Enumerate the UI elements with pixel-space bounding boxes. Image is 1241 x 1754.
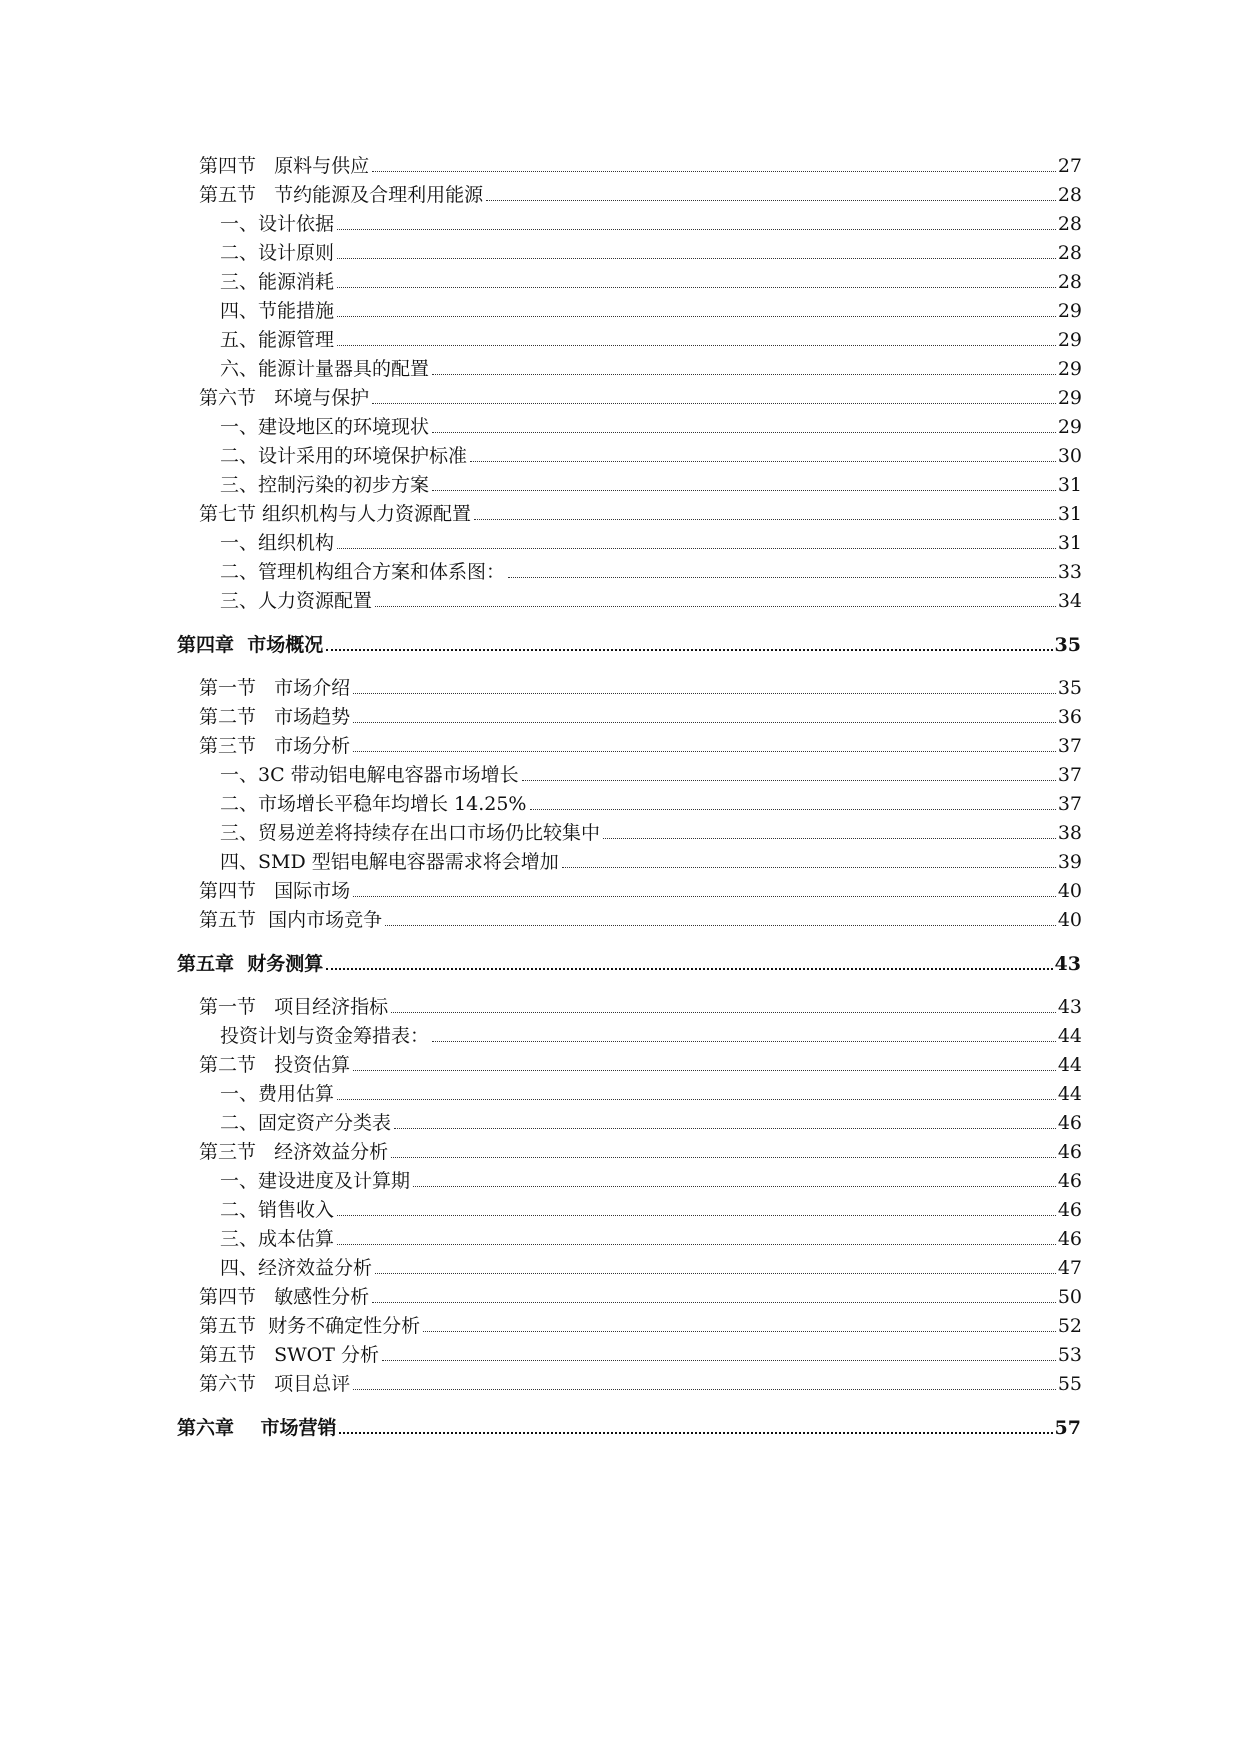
dot-leader [372, 403, 1056, 404]
dot-leader [562, 867, 1056, 868]
dot-leader [423, 1331, 1056, 1332]
toc-entry[interactable] [220, 786, 1082, 815]
toc-entry-title: 第七节 组织机构与人力资源配置 [199, 503, 472, 525]
toc-entry-page-number: 43 [1057, 996, 1082, 1018]
toc-entry-title: 第五节 国内市场竞争 [199, 909, 383, 931]
toc-entry[interactable] [220, 351, 1082, 380]
dot-leader [530, 809, 1056, 810]
toc-entry[interactable] [199, 728, 1082, 757]
toc-entry-page-number: 31 [1057, 474, 1082, 496]
toc-entry-page-number: 46 [1057, 1141, 1082, 1163]
toc-entry[interactable] [220, 554, 1082, 583]
toc-entry-page-number: 44 [1057, 1054, 1082, 1076]
dot-leader [337, 1244, 1056, 1245]
toc-entry-title: 第六章 市场营销 [177, 1417, 337, 1439]
toc-entry[interactable] [199, 1366, 1082, 1395]
toc-entry[interactable] [220, 206, 1082, 235]
toc-chapter-entry[interactable] [177, 1409, 1081, 1439]
toc-entry-page-number: 40 [1057, 880, 1082, 902]
dot-leader [432, 490, 1056, 491]
toc-entry[interactable] [199, 902, 1082, 931]
toc-entry[interactable] [220, 409, 1082, 438]
dot-leader [375, 1273, 1056, 1274]
toc-entry[interactable] [199, 873, 1082, 902]
dot-leader [486, 200, 1056, 201]
toc-entry-title: 第五章 财务测算 [177, 953, 324, 975]
dot-leader [353, 693, 1056, 694]
toc-entry-title: 第三节 经济效益分析 [199, 1141, 389, 1163]
toc-entry-page-number: 44 [1057, 1083, 1082, 1105]
dot-leader [353, 751, 1056, 752]
dot-leader [394, 1128, 1056, 1129]
toc-entry[interactable] [220, 467, 1082, 496]
toc-entry-title: 二、固定资产分类表 [220, 1112, 392, 1134]
toc-entry-page-number: 31 [1057, 532, 1082, 554]
dot-leader [353, 1070, 1056, 1071]
toc-entry-page-number: 27 [1057, 155, 1082, 177]
toc-entry-title: 一、设计依据 [220, 213, 335, 235]
toc-entry-page-number: 43 [1054, 953, 1081, 975]
toc-entry-title: 第三节 市场分析 [199, 735, 351, 757]
toc-entry-page-number: 29 [1057, 300, 1082, 322]
dot-leader [372, 1302, 1056, 1303]
toc-entry-title: 二、市场增长平稳年均增长 14.25% [220, 793, 527, 815]
dot-leader [353, 896, 1056, 897]
toc-entry-title: 四、SMD 型铝电解电容器需求将会增加 [220, 851, 559, 873]
toc-entry-page-number: 37 [1057, 793, 1082, 815]
dot-leader [326, 968, 1052, 970]
toc-entry[interactable] [220, 844, 1082, 873]
toc-entry-title: 第五节 财务不确定性分析 [199, 1315, 421, 1337]
toc-entry-title: 第四节 敏感性分析 [199, 1286, 370, 1308]
toc-entry[interactable] [220, 583, 1082, 612]
toc-entry-title: 第四章 市场概况 [177, 634, 324, 656]
dot-leader [339, 1432, 1052, 1434]
toc-entry-page-number: 30 [1057, 445, 1082, 467]
toc-entry-page-number: 40 [1057, 909, 1082, 931]
toc-entry-title: 第五节 SWOT 分析 [199, 1344, 379, 1366]
toc-entry-title: 二、管理机构组合方案和体系图： [220, 561, 506, 583]
toc-entry[interactable] [220, 235, 1082, 264]
dot-leader [337, 316, 1056, 317]
toc-entry[interactable] [220, 1018, 1082, 1047]
toc-entry[interactable] [220, 264, 1082, 293]
toc-entry[interactable] [199, 670, 1082, 699]
dot-leader [353, 722, 1056, 723]
toc-entry[interactable] [220, 757, 1082, 786]
toc-entry-title: 三、能源消耗 [220, 271, 335, 293]
dot-leader [413, 1186, 1056, 1187]
toc-entry[interactable] [199, 380, 1082, 409]
toc-entry-title: 三、贸易逆差将持续存在出口市场仍比较集中 [220, 822, 601, 844]
dot-leader [432, 374, 1056, 375]
toc-entry-page-number: 39 [1057, 851, 1082, 873]
toc-entry[interactable] [220, 815, 1082, 844]
toc-entry[interactable] [199, 1308, 1082, 1337]
toc-entry-title: 第一节 市场介绍 [199, 677, 351, 699]
dot-leader [382, 1360, 1056, 1361]
toc-entry-page-number: 28 [1057, 242, 1082, 264]
toc-entry-page-number: 34 [1057, 590, 1082, 612]
dot-leader [337, 258, 1056, 259]
toc-entry[interactable] [220, 1192, 1082, 1221]
toc-entry-page-number: 29 [1057, 329, 1082, 351]
toc-entry-page-number: 52 [1057, 1315, 1082, 1337]
toc-entry-page-number: 55 [1057, 1373, 1082, 1395]
toc-entry-page-number: 28 [1057, 271, 1082, 293]
toc-entry-page-number: 44 [1057, 1025, 1082, 1047]
toc-entry-page-number: 35 [1054, 634, 1081, 656]
dot-leader [337, 1215, 1056, 1216]
toc-entry-page-number: 46 [1057, 1228, 1082, 1250]
toc-entry-title: 三、人力资源配置 [220, 590, 373, 612]
toc-entry[interactable] [220, 322, 1082, 351]
dot-leader [603, 838, 1056, 839]
dot-leader [432, 1041, 1056, 1042]
toc-entry[interactable] [199, 496, 1082, 525]
toc-entry[interactable] [220, 1105, 1082, 1134]
toc-entry-page-number: 31 [1057, 503, 1082, 525]
toc-entry-page-number: 47 [1057, 1257, 1082, 1279]
toc-entry-page-number: 28 [1057, 213, 1082, 235]
toc-entry[interactable] [199, 177, 1082, 206]
toc-entry[interactable] [220, 438, 1082, 467]
toc-entry-title: 五、能源管理 [220, 329, 335, 351]
toc-entry[interactable] [199, 699, 1082, 728]
toc-entry-page-number: 50 [1057, 1286, 1082, 1308]
toc-entry-title: 一、建设地区的环境现状 [220, 416, 430, 438]
dot-leader [474, 519, 1056, 520]
toc-entry-page-number: 33 [1057, 561, 1082, 583]
toc-entry-title: 四、经济效益分析 [220, 1257, 373, 1279]
toc-entry-title: 第四节 国际市场 [199, 880, 351, 902]
toc-entry-title: 第六节 项目总评 [199, 1373, 351, 1395]
toc-entry-page-number: 53 [1057, 1344, 1082, 1366]
dot-leader [391, 1012, 1056, 1013]
toc-entry-title: 第二节 投资估算 [199, 1054, 351, 1076]
dot-leader [326, 649, 1052, 651]
toc-entry-title: 二、销售收入 [220, 1199, 335, 1221]
dot-leader [432, 432, 1056, 433]
toc-entry[interactable] [220, 525, 1082, 554]
toc-entry-title: 一、3C 带动铝电解电容器市场增长 [220, 764, 519, 786]
toc-entry[interactable] [199, 989, 1082, 1018]
dot-leader [391, 1157, 1056, 1158]
toc-entry[interactable] [199, 1134, 1082, 1163]
toc-entry[interactable] [199, 148, 1082, 177]
toc-entry[interactable] [220, 1221, 1082, 1250]
toc-entry-page-number: 35 [1057, 677, 1082, 699]
dot-leader [337, 1099, 1056, 1100]
toc-entry-page-number: 46 [1057, 1199, 1082, 1221]
toc-entry[interactable] [220, 1076, 1082, 1105]
toc-entry[interactable] [220, 1250, 1082, 1279]
toc-entry-title: 第二节 市场趋势 [199, 706, 351, 728]
toc-entry-title: 第五节 节约能源及合理利用能源 [199, 184, 484, 206]
toc-entry-title: 四、节能措施 [220, 300, 335, 322]
table-of-contents [0, 148, 1241, 1453]
toc-entry-page-number: 37 [1057, 735, 1082, 757]
dot-leader [508, 577, 1056, 578]
dot-leader [337, 287, 1056, 288]
toc-entry-title: 第四节 原料与供应 [199, 155, 370, 177]
dot-leader [470, 461, 1056, 462]
toc-entry-page-number: 46 [1057, 1112, 1082, 1134]
toc-entry-title: 一、费用估算 [220, 1083, 335, 1105]
toc-entry[interactable] [199, 1047, 1082, 1076]
toc-entry[interactable] [199, 1279, 1082, 1308]
toc-entry-title: 第一节 项目经济指标 [199, 996, 389, 1018]
toc-entry[interactable] [220, 293, 1082, 322]
toc-entry-page-number: 29 [1057, 416, 1082, 438]
toc-entry-title: 六、能源计量器具的配置 [220, 358, 430, 380]
dot-leader [353, 1389, 1056, 1390]
toc-entry-title: 二、设计采用的环境保护标准 [220, 445, 468, 467]
toc-entry-title: 第六节 环境与保护 [199, 387, 370, 409]
toc-entry-page-number: 36 [1057, 706, 1082, 728]
toc-chapter-entry[interactable] [177, 626, 1081, 656]
toc-entry-title: 一、组织机构 [220, 532, 335, 554]
toc-entry-page-number: 46 [1057, 1170, 1082, 1192]
toc-entry-title: 三、控制污染的初步方案 [220, 474, 430, 496]
toc-entry-page-number: 37 [1057, 764, 1082, 786]
toc-entry-page-number: 57 [1054, 1417, 1081, 1439]
toc-entry-page-number: 29 [1057, 358, 1082, 380]
toc-entry-title: 投资计划与资金筹措表： [220, 1025, 430, 1047]
toc-entry-title: 二、设计原则 [220, 242, 335, 264]
dot-leader [337, 345, 1056, 346]
dot-leader [337, 229, 1056, 230]
toc-entry-page-number: 38 [1057, 822, 1082, 844]
dot-leader [385, 925, 1056, 926]
toc-entry[interactable] [220, 1163, 1082, 1192]
dot-leader [337, 548, 1056, 549]
toc-entry-title: 三、成本估算 [220, 1228, 335, 1250]
toc-entry-page-number: 29 [1057, 387, 1082, 409]
dot-leader [372, 171, 1056, 172]
toc-entry-page-number: 28 [1057, 184, 1082, 206]
dot-leader [375, 606, 1056, 607]
toc-entry-title: 一、建设进度及计算期 [220, 1170, 411, 1192]
toc-chapter-entry[interactable] [177, 945, 1081, 975]
dot-leader [522, 780, 1056, 781]
toc-entry[interactable] [199, 1337, 1082, 1366]
